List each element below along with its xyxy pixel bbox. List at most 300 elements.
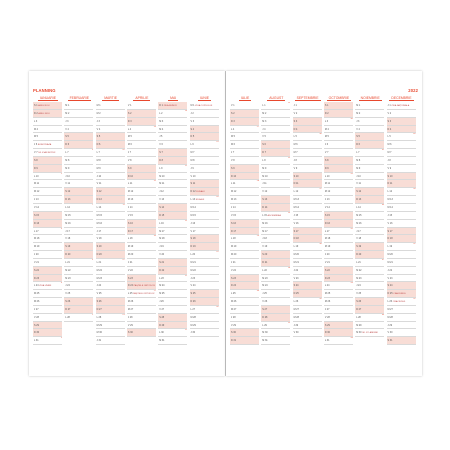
day-cell[interactable] [387, 118, 416, 126]
day-cell[interactable] [324, 157, 353, 165]
day-cell[interactable] [96, 173, 125, 181]
day-cell[interactable] [293, 267, 322, 275]
day-cell[interactable] [261, 133, 290, 141]
day-cell[interactable] [324, 220, 353, 228]
day-cell[interactable] [261, 220, 290, 228]
day-cell[interactable] [293, 329, 322, 337]
day-cell[interactable] [158, 228, 187, 236]
day-cell[interactable] [261, 118, 290, 126]
day-cell[interactable] [64, 282, 93, 290]
day-cell[interactable] [387, 141, 416, 149]
day-cell[interactable] [33, 267, 62, 275]
day-cell[interactable] [127, 251, 156, 259]
day-cell[interactable] [261, 282, 290, 290]
day-cell[interactable] [324, 102, 353, 110]
day-cell[interactable] [64, 188, 93, 196]
day-cell[interactable] [324, 259, 353, 267]
day-cell[interactable] [190, 306, 219, 314]
day-cell[interactable] [261, 204, 290, 212]
day-cell[interactable] [324, 180, 353, 188]
day-cell[interactable] [127, 220, 156, 228]
day-cell[interactable] [127, 228, 156, 236]
day-cell[interactable] [324, 275, 353, 283]
day-cell[interactable] [355, 102, 384, 110]
day-cell[interactable] [355, 141, 384, 149]
day-cell[interactable] [293, 102, 322, 110]
day-cell[interactable] [96, 196, 125, 204]
day-cell[interactable] [261, 251, 290, 259]
day-cell[interactable] [33, 133, 62, 141]
day-cell[interactable] [64, 235, 93, 243]
day-cell[interactable] [96, 298, 125, 306]
day-cell[interactable] [127, 196, 156, 204]
day-cell[interactable] [261, 306, 290, 314]
day-cell[interactable] [127, 267, 156, 275]
day-cell[interactable] [96, 141, 125, 149]
day-cell[interactable] [96, 251, 125, 259]
day-cell[interactable] [190, 235, 219, 243]
day-cell[interactable] [96, 165, 125, 173]
day-cell[interactable] [230, 337, 259, 345]
day-cell[interactable] [33, 196, 62, 204]
day-cell[interactable] [33, 212, 62, 220]
day-cell[interactable] [355, 220, 384, 228]
day-cell[interactable] [96, 267, 125, 275]
day-cell[interactable] [158, 282, 187, 290]
day-cell[interactable] [190, 298, 219, 306]
day-cell[interactable] [190, 110, 219, 118]
day-cell[interactable] [261, 149, 290, 157]
day-cell[interactable] [96, 259, 125, 267]
day-cell[interactable] [127, 204, 156, 212]
day-cell[interactable] [387, 165, 416, 173]
day-cell[interactable] [387, 275, 416, 283]
day-cell[interactable] [158, 102, 187, 110]
day-cell[interactable] [190, 149, 219, 157]
day-cell[interactable] [387, 149, 416, 157]
day-cell[interactable] [355, 314, 384, 322]
day-cell[interactable] [127, 322, 156, 330]
day-cell[interactable] [33, 102, 62, 110]
day-cell[interactable] [355, 329, 384, 337]
day-cell[interactable] [190, 228, 219, 236]
day-cell[interactable] [33, 220, 62, 228]
day-cell[interactable] [230, 298, 259, 306]
day-cell[interactable] [158, 149, 187, 157]
day-cell[interactable] [64, 259, 93, 267]
day-cell[interactable] [190, 118, 219, 126]
day-cell[interactable] [355, 298, 384, 306]
day-cell[interactable] [190, 251, 219, 259]
day-cell[interactable] [230, 118, 259, 126]
day-cell[interactable] [261, 196, 290, 204]
day-cell[interactable] [33, 141, 62, 149]
day-cell[interactable] [127, 102, 156, 110]
day-cell[interactable] [387, 102, 416, 110]
day-cell[interactable] [261, 322, 290, 330]
day-cell[interactable] [190, 322, 219, 330]
day-cell[interactable] [64, 212, 93, 220]
day-cell[interactable] [33, 180, 62, 188]
day-cell[interactable] [324, 228, 353, 236]
day-cell[interactable] [261, 275, 290, 283]
day-cell[interactable] [64, 165, 93, 173]
day-cell[interactable] [387, 188, 416, 196]
day-cell[interactable] [355, 322, 384, 330]
day-cell[interactable] [96, 235, 125, 243]
day-cell[interactable] [387, 337, 416, 345]
day-cell[interactable] [64, 180, 93, 188]
day-cell[interactable] [387, 157, 416, 165]
day-cell[interactable] [387, 243, 416, 251]
day-cell[interactable] [324, 282, 353, 290]
day-cell[interactable] [324, 141, 353, 149]
day-cell[interactable] [261, 180, 290, 188]
day-cell[interactable] [190, 290, 219, 298]
day-cell[interactable] [190, 243, 219, 251]
day-cell[interactable] [355, 235, 384, 243]
day-cell[interactable] [158, 196, 187, 204]
day-cell[interactable] [261, 290, 290, 298]
day-cell[interactable] [293, 118, 322, 126]
day-cell[interactable] [64, 290, 93, 298]
day-cell[interactable] [33, 298, 62, 306]
day-cell[interactable] [261, 267, 290, 275]
day-cell[interactable] [355, 180, 384, 188]
day-cell[interactable] [64, 133, 93, 141]
day-cell[interactable] [230, 228, 259, 236]
day-cell[interactable] [64, 267, 93, 275]
day-cell[interactable] [33, 228, 62, 236]
day-cell[interactable] [190, 196, 219, 204]
day-cell[interactable] [293, 188, 322, 196]
day-cell[interactable] [96, 110, 125, 118]
day-cell[interactable] [127, 149, 156, 157]
day-cell[interactable] [230, 173, 259, 181]
day-cell[interactable] [230, 290, 259, 298]
day-cell[interactable] [190, 314, 219, 322]
day-cell[interactable] [293, 282, 322, 290]
day-cell[interactable] [230, 126, 259, 134]
day-cell[interactable] [230, 267, 259, 275]
day-cell[interactable] [261, 212, 290, 220]
day-cell[interactable] [190, 275, 219, 283]
day-cell[interactable] [96, 243, 125, 251]
day-cell[interactable] [33, 282, 62, 290]
day-cell[interactable] [261, 228, 290, 236]
day-cell[interactable] [158, 133, 187, 141]
day-cell[interactable] [158, 235, 187, 243]
day-cell[interactable] [261, 337, 290, 345]
day-cell[interactable] [324, 337, 353, 345]
day-cell[interactable] [293, 212, 322, 220]
day-cell[interactable] [158, 188, 187, 196]
day-cell[interactable] [158, 251, 187, 259]
day-cell[interactable] [324, 149, 353, 157]
day-cell[interactable] [190, 133, 219, 141]
day-cell[interactable] [261, 102, 290, 110]
day-cell[interactable] [33, 110, 62, 118]
day-cell[interactable] [33, 157, 62, 165]
day-cell[interactable] [33, 329, 62, 337]
day-cell[interactable] [64, 126, 93, 134]
day-cell[interactable] [261, 329, 290, 337]
day-cell[interactable] [158, 267, 187, 275]
day-cell[interactable] [355, 275, 384, 283]
day-cell[interactable] [127, 298, 156, 306]
day-cell[interactable] [324, 251, 353, 259]
day-cell[interactable] [355, 204, 384, 212]
day-cell[interactable] [33, 118, 62, 126]
day-cell[interactable] [127, 157, 156, 165]
day-cell[interactable] [127, 188, 156, 196]
day-cell[interactable] [33, 314, 62, 322]
day-cell[interactable] [96, 290, 125, 298]
day-cell[interactable] [293, 149, 322, 157]
day-cell[interactable] [158, 165, 187, 173]
day-cell[interactable] [355, 290, 384, 298]
day-cell[interactable] [96, 322, 125, 330]
day-cell[interactable] [127, 133, 156, 141]
day-cell[interactable] [387, 173, 416, 181]
day-cell[interactable] [355, 267, 384, 275]
day-cell[interactable] [33, 173, 62, 181]
day-cell[interactable] [64, 243, 93, 251]
day-cell[interactable] [324, 188, 353, 196]
day-cell[interactable] [261, 235, 290, 243]
day-cell[interactable] [293, 173, 322, 181]
day-cell[interactable] [158, 314, 187, 322]
day-cell[interactable] [158, 212, 187, 220]
day-cell[interactable] [158, 173, 187, 181]
day-cell[interactable] [190, 180, 219, 188]
day-cell[interactable] [230, 235, 259, 243]
day-cell[interactable] [190, 165, 219, 173]
day-cell[interactable] [324, 212, 353, 220]
day-cell[interactable] [387, 282, 416, 290]
day-cell[interactable] [158, 243, 187, 251]
day-cell[interactable] [387, 235, 416, 243]
day-cell[interactable] [158, 275, 187, 283]
day-cell[interactable] [230, 322, 259, 330]
day-cell[interactable] [96, 329, 125, 337]
day-cell[interactable] [127, 235, 156, 243]
day-cell[interactable] [261, 243, 290, 251]
day-cell[interactable] [387, 126, 416, 134]
day-cell[interactable] [324, 173, 353, 181]
day-cell[interactable] [64, 204, 93, 212]
day-cell[interactable] [190, 212, 219, 220]
day-cell[interactable] [96, 306, 125, 314]
day-cell[interactable] [293, 165, 322, 173]
day-cell[interactable] [355, 282, 384, 290]
day-cell[interactable] [355, 251, 384, 259]
day-cell[interactable] [158, 298, 187, 306]
day-cell[interactable] [96, 180, 125, 188]
day-cell[interactable] [293, 314, 322, 322]
day-cell[interactable] [33, 126, 62, 134]
day-cell[interactable] [127, 275, 156, 283]
day-cell[interactable] [387, 220, 416, 228]
day-cell[interactable] [190, 267, 219, 275]
day-cell[interactable] [127, 126, 156, 134]
day-cell[interactable] [261, 165, 290, 173]
day-cell[interactable] [190, 329, 219, 337]
day-cell[interactable] [355, 173, 384, 181]
day-cell[interactable] [190, 204, 219, 212]
day-cell[interactable] [261, 141, 290, 149]
day-cell[interactable] [355, 149, 384, 157]
day-cell[interactable] [230, 314, 259, 322]
day-cell[interactable] [64, 149, 93, 157]
day-cell[interactable] [293, 228, 322, 236]
day-cell[interactable] [387, 306, 416, 314]
day-cell[interactable] [230, 243, 259, 251]
day-cell[interactable] [33, 149, 62, 157]
day-cell[interactable] [64, 196, 93, 204]
day-cell[interactable] [64, 251, 93, 259]
day-cell[interactable] [230, 188, 259, 196]
day-cell[interactable] [324, 118, 353, 126]
day-cell[interactable] [190, 282, 219, 290]
day-cell[interactable] [158, 118, 187, 126]
day-cell[interactable] [190, 173, 219, 181]
day-cell[interactable] [33, 188, 62, 196]
day-cell[interactable] [230, 102, 259, 110]
day-cell[interactable] [158, 110, 187, 118]
day-cell[interactable] [293, 196, 322, 204]
day-cell[interactable] [324, 196, 353, 204]
day-cell[interactable] [33, 251, 62, 259]
day-cell[interactable] [127, 212, 156, 220]
day-cell[interactable] [96, 282, 125, 290]
day-cell[interactable] [64, 275, 93, 283]
day-cell[interactable] [96, 220, 125, 228]
day-cell[interactable] [293, 157, 322, 165]
day-cell[interactable] [127, 243, 156, 251]
day-cell[interactable] [33, 204, 62, 212]
day-cell[interactable] [387, 212, 416, 220]
day-cell[interactable] [190, 220, 219, 228]
day-cell[interactable] [158, 220, 187, 228]
day-cell[interactable] [190, 259, 219, 267]
day-cell[interactable] [230, 196, 259, 204]
day-cell[interactable] [355, 243, 384, 251]
day-cell[interactable] [324, 306, 353, 314]
day-cell[interactable] [261, 314, 290, 322]
day-cell[interactable] [324, 290, 353, 298]
day-cell[interactable] [96, 314, 125, 322]
day-cell[interactable] [127, 329, 156, 337]
day-cell[interactable] [96, 275, 125, 283]
day-cell[interactable] [324, 329, 353, 337]
day-cell[interactable] [127, 118, 156, 126]
day-cell[interactable] [230, 259, 259, 267]
day-cell[interactable] [158, 290, 187, 298]
day-cell[interactable] [127, 141, 156, 149]
day-cell[interactable] [96, 102, 125, 110]
day-cell[interactable] [230, 329, 259, 337]
day-cell[interactable] [96, 133, 125, 141]
day-cell[interactable] [230, 275, 259, 283]
day-cell[interactable] [158, 180, 187, 188]
day-cell[interactable] [293, 141, 322, 149]
day-cell[interactable] [190, 188, 219, 196]
day-cell[interactable] [293, 204, 322, 212]
day-cell[interactable] [230, 157, 259, 165]
day-cell[interactable] [324, 298, 353, 306]
day-cell[interactable] [261, 259, 290, 267]
day-cell[interactable] [230, 306, 259, 314]
day-cell[interactable] [355, 165, 384, 173]
day-cell[interactable] [64, 173, 93, 181]
day-cell[interactable] [387, 196, 416, 204]
day-cell[interactable] [293, 290, 322, 298]
day-cell[interactable] [64, 141, 93, 149]
day-cell[interactable] [230, 282, 259, 290]
day-cell[interactable] [190, 102, 219, 110]
day-cell[interactable] [293, 322, 322, 330]
day-cell[interactable] [293, 110, 322, 118]
day-cell[interactable] [33, 259, 62, 267]
day-cell[interactable] [387, 322, 416, 330]
day-cell[interactable] [96, 126, 125, 134]
day-cell[interactable] [293, 126, 322, 134]
day-cell[interactable] [324, 267, 353, 275]
day-cell[interactable] [158, 337, 187, 345]
day-cell[interactable] [64, 118, 93, 126]
day-cell[interactable] [158, 306, 187, 314]
day-cell[interactable] [96, 212, 125, 220]
day-cell[interactable] [33, 306, 62, 314]
day-cell[interactable] [190, 141, 219, 149]
day-cell[interactable] [64, 314, 93, 322]
day-cell[interactable] [33, 322, 62, 330]
day-cell[interactable] [64, 110, 93, 118]
day-cell[interactable] [355, 118, 384, 126]
day-cell[interactable] [355, 133, 384, 141]
day-cell[interactable] [355, 306, 384, 314]
day-cell[interactable] [158, 126, 187, 134]
day-cell[interactable] [355, 126, 384, 134]
day-cell[interactable] [230, 165, 259, 173]
day-cell[interactable] [293, 243, 322, 251]
day-cell[interactable] [355, 228, 384, 236]
day-cell[interactable] [230, 141, 259, 149]
day-cell[interactable] [158, 157, 187, 165]
day-cell[interactable] [293, 133, 322, 141]
day-cell[interactable] [33, 290, 62, 298]
day-cell[interactable] [324, 126, 353, 134]
day-cell[interactable] [33, 337, 62, 345]
day-cell[interactable] [127, 165, 156, 173]
day-cell[interactable] [293, 220, 322, 228]
day-cell[interactable] [293, 235, 322, 243]
day-cell[interactable] [230, 251, 259, 259]
day-cell[interactable] [96, 204, 125, 212]
day-cell[interactable] [324, 165, 353, 173]
day-cell[interactable] [33, 275, 62, 283]
day-cell[interactable] [293, 259, 322, 267]
day-cell[interactable] [96, 149, 125, 157]
day-cell[interactable] [127, 306, 156, 314]
day-cell[interactable] [127, 290, 156, 298]
day-cell[interactable] [64, 306, 93, 314]
day-cell[interactable] [96, 157, 125, 165]
day-cell[interactable] [64, 157, 93, 165]
day-cell[interactable] [230, 133, 259, 141]
day-cell[interactable] [64, 102, 93, 110]
